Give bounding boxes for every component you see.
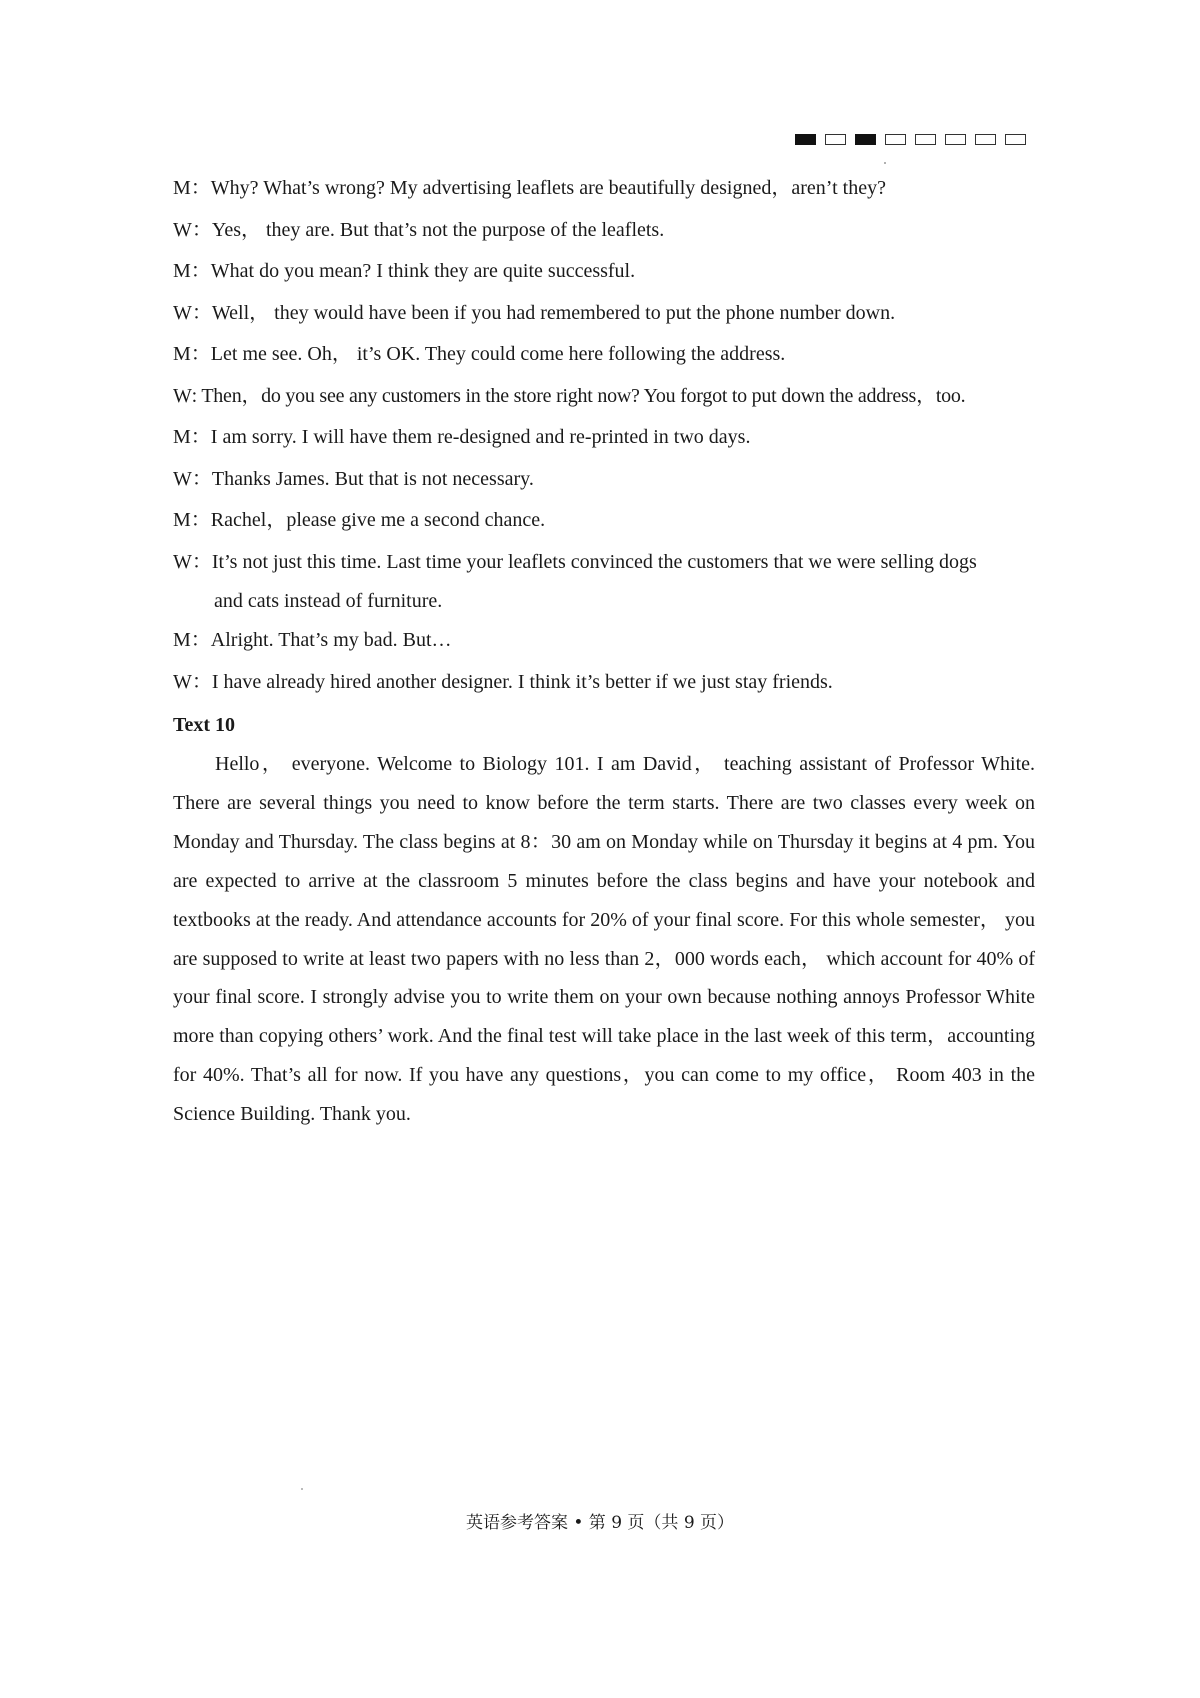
dialogue-continuation: and cats instead of furniture.: [214, 590, 443, 612]
dialogue-line: M：I am sorry. I will have them re-designed and re-printed in two days.: [173, 417, 1035, 459]
progress-mark: [795, 134, 816, 145]
dialogue-text: Thanks James. But that is not necessary.: [211, 467, 534, 490]
progress-mark: [855, 134, 876, 145]
speaker-label: W: [173, 550, 192, 573]
page-footer: 英语参考答案 • 第 9 页（共 9 页）: [465, 1513, 735, 1533]
speaker-label: M: [173, 343, 191, 365]
dialogue-text: Yes， they are. But that’s not the purpose of the leaflets.: [211, 218, 665, 241]
dialogue-text: Well， they would have been if you had remembered to put the phone number down.: [211, 301, 896, 324]
dialogue-line: M：Let me see. Oh， it’s OK. They could come here following the address.: [173, 334, 1035, 376]
page-progress-marks: [795, 134, 1026, 145]
speaker-label: W: [173, 670, 192, 693]
progress-mark: [915, 134, 936, 145]
dialogue-line: W：I have already hired another designer. I think it’s better if we just stay friends.: [173, 662, 1035, 704]
dialogue-text: I am sorry. I will have them re-designed and re-printed in two days.: [210, 426, 751, 448]
dialogue-line: W：Thanks James. But that is not necessary.: [173, 459, 1035, 501]
dialogue-text: Let me see. Oh， it’s OK. They could come here following the address.: [210, 343, 786, 365]
dialogue-text: Rachel，please give me a second chance.: [210, 509, 546, 531]
scan-speck: [301, 1488, 303, 1490]
dialogue-line: W: Then，do you see any customers in the store right now? You forgot to put down the address，too.: [173, 376, 1035, 418]
speaker-label: M: [173, 260, 191, 282]
progress-mark: [825, 134, 846, 145]
progress-mark: [945, 134, 966, 145]
scan-speck: [884, 162, 886, 164]
speaker-label: W: [173, 467, 192, 490]
dialogue-text: Why? What’s wrong? My advertising leaflets are beautifully designed，aren’t they?: [210, 177, 886, 199]
speaker-label: W: [173, 301, 192, 324]
dialogue-text: I have already hired another designer. I think it’s better if we just stay friends.: [211, 670, 833, 693]
progress-mark: [885, 134, 906, 145]
dialogue-line: M：Rachel，please give me a second chance.: [173, 500, 1035, 542]
section-paragraph: Hello， everyone. Welcome to Biology 101. I am David， teaching assistant of Professor White. There are several things you need to know before the term starts. There are two classes every week on Monday and Thursday. The class begins at 8：30 am on Monday while on Thursday it begins at 4 pm. You are expected to arrive at the classroom 5 minutes before the class begins and have your notebook and textbooks at the ready. And attendance accounts for 20% of your final score. For this whole semester， you are supposed to write at least two papers with no less than 2，000 words each， which account for 40% of your final score. I strongly advise you to write them on your own because nothing annoys Professor White more than copying others’ work. And the final test will take place in the last week of this term，accounting for 40%. That’s all for now. If you have any questions，you can come to my office， Room 403 in the Science Building. Thank you.: [173, 753, 1035, 1126]
dialogue-text: What do you mean? I think they are quite successful.: [210, 260, 636, 282]
speaker-label: M: [173, 629, 191, 651]
dialogue-line: W：Well， they would have been if you had remembered to put the phone number down.: [173, 293, 1035, 335]
dialogue-line: W：It’s not just this time. Last time your leaflets convinced the customers that we were selling dogs: [173, 542, 1035, 584]
speaker-label: M: [173, 509, 191, 531]
dialogue-line: W：Yes， they are. But that’s not the purpose of the leaflets.: [173, 210, 1035, 252]
dialogue-line: M：What do you mean? I think they are quite successful.: [173, 251, 1035, 293]
dialogue-text: It’s not just this time. Last time your leaflets convinced the customers that we were selling dogs: [211, 550, 977, 573]
speaker-label: M: [173, 426, 191, 448]
page-content: [173, 168, 1035, 1134]
dialogue-text: Then，do you see any customers in the store right now? You forgot to put down the address，too.: [201, 384, 966, 407]
section-title: Text 10: [173, 714, 236, 736]
speaker-label: W: [173, 384, 192, 407]
dialogue-line: M：Why? What’s wrong? My advertising leaflets are beautifully designed，aren’t they?: [173, 168, 1035, 210]
speaker-label: W: [173, 218, 192, 241]
dialogue-text: Alright. That’s my bad. But…: [210, 629, 452, 651]
dialogue-line: M：Alright. That’s my bad. But…: [173, 620, 1035, 662]
speaker-label: M: [173, 177, 191, 199]
progress-mark: [1005, 134, 1026, 145]
progress-mark: [975, 134, 996, 145]
